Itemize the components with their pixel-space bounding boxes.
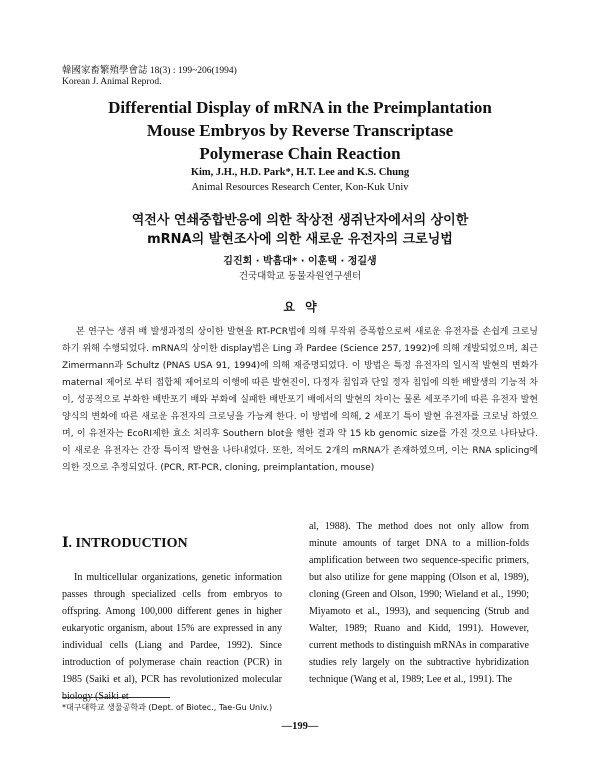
authors: Kim, J.H., H.D. Park*, H.T. Lee and K.S. Chung (190, 167, 410, 178)
affiliation: Animal Resources Research Center, Kon-Kuk Univ (191, 182, 409, 193)
footnote-divider (62, 697, 170, 698)
abstract-body: 본 연구는 생쥐 배 발생과정의 상이한 발현을 RT-PCR법에 의해 무작위 증폭함으로써 새로운 유전자를 손쉽게 크로닝하기 위해 수행되었다. mRNA의 상이한 display법은 Ling 과 Pardee (Science 257, 1992)에 의해 개발되었으며, 최근 Zimermann과 Schultz (PNAS USA 91, 1994)에 의해 재증명되었다. 이 방법은 특정 유전자의 일시적 발현의 변화가 maternal 제어로 부터 접합체 제어로의 이행에 따른 발현진이, 다정자 침입과 단일 정자 침입에 의한 배발생의 기능적 차이, 성공적으로 부화한 배반포기 배와 부화에 실패한 배반포기 배에서의 발현의 차이는 물론 세포주기에 따른 유전자 발현 양식의 변화에 따른 새로운 유전자의 크로닝을 가능케 한다. 이 방법에 의해, 2 세포기 특이 발현 유전자를 크로닝 하였으며, 이 유전자는 EcoRI제한 효소 처리후 Southern blot을 행한 결과 약 15 kb genomic size를 가진 것으로 나타났다. 이 새로운 유전자는 간장 특이적 발현을 나타내었다. 또한, 적어도 2개의 mRNA가 존재하였으며, 이는 RNA splicing에 의한 것으로 추정되었다. (PCR, RT-PCR, cloning, preimplantation, mouse) (62, 327, 538, 473)
abstract-heading: 요 약 (283, 300, 317, 314)
korean-authors: 김진회 · 박흠대* · 이훈택 · 정길생 (223, 256, 377, 267)
title-line-1: Differential Display of mRNA in the Preimplantation (108, 98, 492, 117)
journal-header (62, 66, 237, 88)
korean-title (60, 211, 540, 249)
journal-name: Korean J. Animal Reprod. (62, 77, 162, 87)
korean-title-line-1: 역전사 연쇄중합반응에 의한 착상전 생쥐난자에서의 상이한 (131, 213, 469, 228)
title-line-2: Mouse Embryos by Reverse Transcriptase (146, 121, 454, 140)
korean-affiliation: 건국대학교 동물자원연구센터 (238, 271, 362, 282)
footnote: *대구대학교 생물공학과 (Dept. of Biotec., Tae-Gu Univ.) (62, 703, 273, 712)
page-number: —199— (281, 721, 319, 732)
intro-column-right: al, 1988). The method does not only allow from minute amounts of target DNA to a million-folds amplification between two sequence-specific primers, but also utilize for gene mapping (Olson et al, 1989), cloning (Green and Olson, 1990; Wieland et al., 1990; Miyamoto et al., 1993), and sequencing (Strub and Walter, 1989; Ruano and Kidd, 1991). However, current methods to distinguish mRNAs in comparative studies rely largely on the subtractive hybridization technique (Wang et al, 1989; Lee et al., 1991). The (309, 521, 529, 685)
title-line-3: Polymerase Chain Reaction (199, 144, 401, 163)
intro-column-left: In multicellular organizations, genetic information passes through specialized cells from embryos to offspring. Among 100,000 different genes in higher eukaryotic organism, about 15% are expressed in any individual cells (Liang and Pardee, 1992). Since introduction of polymerase chain reaction (PCR) in 1985 (Saiki et al), PCR has revolutionized molecular biology (Saiki et (62, 572, 282, 702)
korean-title-line-2: mRNA의 발현조사에 의한 새로운 유전자의 크로닝법 (147, 232, 453, 247)
journal-citation: 韓國家畜繁殖學會誌 18(3) : 199~206(1994) (62, 66, 237, 76)
paper-title (60, 96, 540, 165)
section-heading-introduction: Ⅰ. INTRODUCTION (62, 536, 188, 551)
